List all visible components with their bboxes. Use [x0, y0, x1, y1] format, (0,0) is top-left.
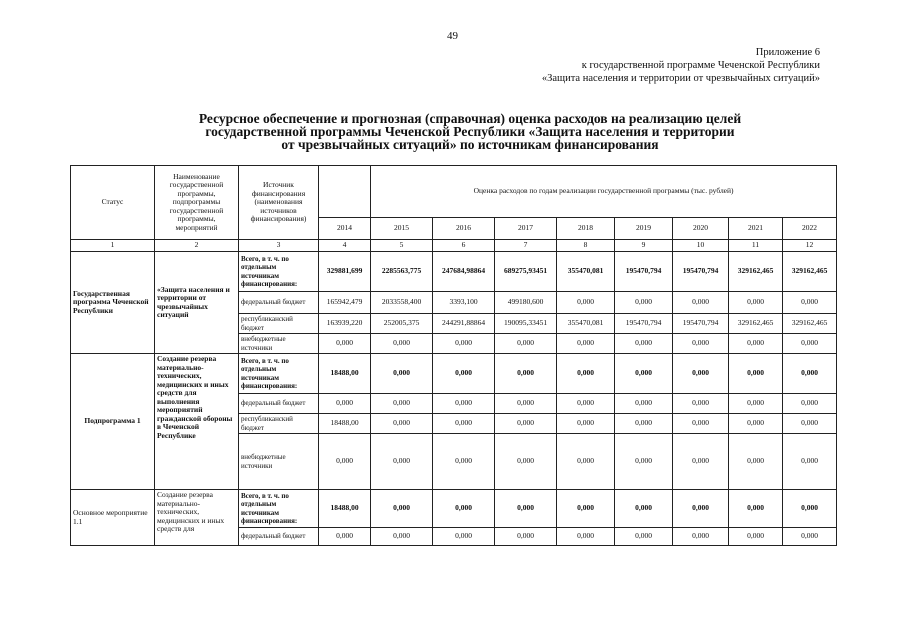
row-value: 0,000	[495, 528, 557, 546]
row-value: 2033558,400	[371, 292, 433, 314]
row-value: 499180,600	[495, 292, 557, 314]
row-value: 0,000	[615, 490, 673, 528]
row-value: 0,000	[783, 434, 837, 490]
row-value: 0,000	[673, 292, 729, 314]
row-value: 0,000	[371, 334, 433, 354]
row-value: 329162,465	[783, 252, 837, 292]
row-value: 0,000	[557, 528, 615, 546]
header-year: 2015	[371, 218, 433, 240]
row-value: 0,000	[557, 414, 615, 434]
row-value: 18488,00	[319, 414, 371, 434]
row-value: 0,000	[729, 292, 783, 314]
column-number: 1	[71, 240, 155, 252]
row-status: Подпрограмма 1	[71, 354, 155, 490]
row-value: 0,000	[783, 292, 837, 314]
row-value: 0,000	[783, 528, 837, 546]
column-number: 12	[783, 240, 837, 252]
row-name: Создание резерва материально-технических, медицинских и иных средств для	[155, 490, 239, 546]
column-number: 7	[495, 240, 557, 252]
row-status: Государственная программа Чеченской Республики	[71, 252, 155, 354]
row-value: 163939,220	[319, 314, 371, 334]
header-year: 2019	[615, 218, 673, 240]
row-value: 0,000	[729, 354, 783, 394]
row-value: 18488,00	[319, 354, 371, 394]
row-value: 0,000	[495, 354, 557, 394]
row-value: 0,000	[673, 394, 729, 414]
row-value: 195470,794	[615, 252, 673, 292]
row-value: 195470,794	[673, 252, 729, 292]
title-line-2: государственной программы Чеченской Республики «Защита населения и территории	[205, 124, 735, 139]
header-year: 2020	[673, 218, 729, 240]
row-value: 0,000	[495, 334, 557, 354]
column-number: 3	[239, 240, 319, 252]
column-number: 11	[729, 240, 783, 252]
row-value: 0,000	[783, 334, 837, 354]
row-value: 0,000	[433, 528, 495, 546]
row-value: 0,000	[783, 490, 837, 528]
row-value: 195470,794	[615, 314, 673, 334]
row-value: 355470,081	[557, 314, 615, 334]
header-empty	[319, 166, 371, 218]
row-value: 190095,33451	[495, 314, 557, 334]
row-source: Всего, в т. ч. по отдельным источникам финансирования:	[239, 354, 319, 394]
row-value: 0,000	[673, 414, 729, 434]
row-value: 0,000	[495, 434, 557, 490]
row-value: 329881,699	[319, 252, 371, 292]
row-value: 0,000	[319, 394, 371, 414]
row-value: 0,000	[371, 434, 433, 490]
header-year: 2021	[729, 218, 783, 240]
row-value: 0,000	[615, 292, 673, 314]
column-number: 2	[155, 240, 239, 252]
row-value: 195470,794	[673, 314, 729, 334]
row-value: 0,000	[319, 528, 371, 546]
row-value: 329162,465	[783, 314, 837, 334]
header-status: Статус	[71, 166, 155, 240]
row-value: 689275,93451	[495, 252, 557, 292]
row-value: 0,000	[319, 434, 371, 490]
appendix-program-name: «Защита населения и территории от чрезвычайных ситуаций»	[541, 73, 820, 84]
row-value: 18488,00	[319, 490, 371, 528]
header-year: 2022	[783, 218, 837, 240]
row-value: 247684,98864	[433, 252, 495, 292]
column-number: 5	[371, 240, 433, 252]
row-value: 165942,479	[319, 292, 371, 314]
row-value: 244291,88864	[433, 314, 495, 334]
row-value: 0,000	[557, 292, 615, 314]
row-value: 329162,465	[729, 252, 783, 292]
row-value: 3393,100	[433, 292, 495, 314]
row-value: 0,000	[729, 490, 783, 528]
table-row	[71, 252, 837, 292]
row-value: 0,000	[557, 334, 615, 354]
row-source: федеральный бюджет	[239, 528, 319, 546]
row-value: 0,000	[615, 394, 673, 414]
row-value: 0,000	[433, 394, 495, 414]
row-source: внебюджетные источники	[239, 434, 319, 490]
row-value: 0,000	[673, 354, 729, 394]
row-value: 0,000	[557, 434, 615, 490]
row-source: Всего, в т. ч. по отдельным источникам финансирования:	[239, 252, 319, 292]
title-line-1: Ресурсное обеспечение и прогнозная (справочная) оценка расходов на реализацию целей	[198, 111, 742, 126]
header-year: 2014	[319, 218, 371, 240]
row-status: Основное мероприятие 1.1	[71, 490, 155, 546]
row-value: 0,000	[495, 490, 557, 528]
row-source: федеральный бюджет	[239, 292, 319, 314]
appendix-header	[542, 46, 820, 85]
row-value: 0,000	[371, 528, 433, 546]
row-value: 0,000	[319, 334, 371, 354]
row-source: республиканский бюджет	[239, 314, 319, 334]
row-value: 252005,375	[371, 314, 433, 334]
row-value: 329162,465	[729, 314, 783, 334]
row-value: 0,000	[433, 414, 495, 434]
row-value: 0,000	[729, 414, 783, 434]
row-value: 0,000	[371, 490, 433, 528]
row-source: федеральный бюджет	[239, 394, 319, 414]
column-number: 10	[673, 240, 729, 252]
header-source: Источник финансирования (наименования источников финансирования)	[239, 166, 319, 240]
title-line-3: от чрезвычайных ситуаций» по источникам финансирования	[281, 137, 659, 152]
document-title	[150, 112, 790, 151]
header-estimate: Оценка расходов по годам реализации государственной программы (тыс. рублей)	[371, 166, 837, 218]
row-value: 0,000	[673, 528, 729, 546]
row-value: 0,000	[557, 354, 615, 394]
table-row	[71, 490, 837, 528]
column-number: 6	[433, 240, 495, 252]
row-value: 0,000	[729, 528, 783, 546]
appendix-program: к государственной программе Чеченской Республики	[581, 60, 820, 71]
row-value: 0,000	[673, 490, 729, 528]
row-source: республиканский бюджет	[239, 414, 319, 434]
row-value: 0,000	[371, 394, 433, 414]
row-value: 0,000	[557, 490, 615, 528]
budget-table	[70, 165, 837, 546]
row-value: 0,000	[433, 490, 495, 528]
row-value: 0,000	[615, 434, 673, 490]
row-value: 0,000	[433, 334, 495, 354]
page-number: 49	[447, 30, 458, 42]
header-year: 2018	[557, 218, 615, 240]
appendix-label: Приложение 6	[755, 47, 820, 58]
row-value: 0,000	[495, 414, 557, 434]
row-value: 355470,081	[557, 252, 615, 292]
row-value: 0,000	[371, 354, 433, 394]
header-name: Наименование государственной программы, подпрограммы государственной программы, мероприятий	[155, 166, 239, 240]
row-name: Создание резерва материально-технических, медицинских и иных средств для выполнения мероприятий гражданской обороны в Чеченской Республике	[155, 354, 239, 490]
row-value: 0,000	[615, 354, 673, 394]
row-value: 0,000	[371, 414, 433, 434]
row-source: внебюджетные источники	[239, 334, 319, 354]
row-value: 0,000	[673, 334, 729, 354]
column-number: 9	[615, 240, 673, 252]
row-value: 0,000	[673, 434, 729, 490]
row-value: 0,000	[729, 394, 783, 414]
row-value: 0,000	[433, 354, 495, 394]
row-name: «Защита населения и территории от чрезвычайных ситуаций	[155, 252, 239, 354]
header-year: 2017	[495, 218, 557, 240]
row-source: Всего, в т. ч. по отдельным источникам финансирования:	[239, 490, 319, 528]
row-value: 0,000	[729, 434, 783, 490]
header-year: 2016	[433, 218, 495, 240]
row-value: 2285563,775	[371, 252, 433, 292]
row-value: 0,000	[729, 334, 783, 354]
row-value: 0,000	[615, 334, 673, 354]
row-value: 0,000	[557, 394, 615, 414]
row-value: 0,000	[433, 434, 495, 490]
row-value: 0,000	[783, 354, 837, 394]
row-value: 0,000	[615, 414, 673, 434]
column-number: 4	[319, 240, 371, 252]
row-value: 0,000	[615, 528, 673, 546]
row-value: 0,000	[783, 394, 837, 414]
table-row	[71, 354, 837, 394]
column-number: 8	[557, 240, 615, 252]
row-value: 0,000	[783, 414, 837, 434]
row-value: 0,000	[495, 394, 557, 414]
